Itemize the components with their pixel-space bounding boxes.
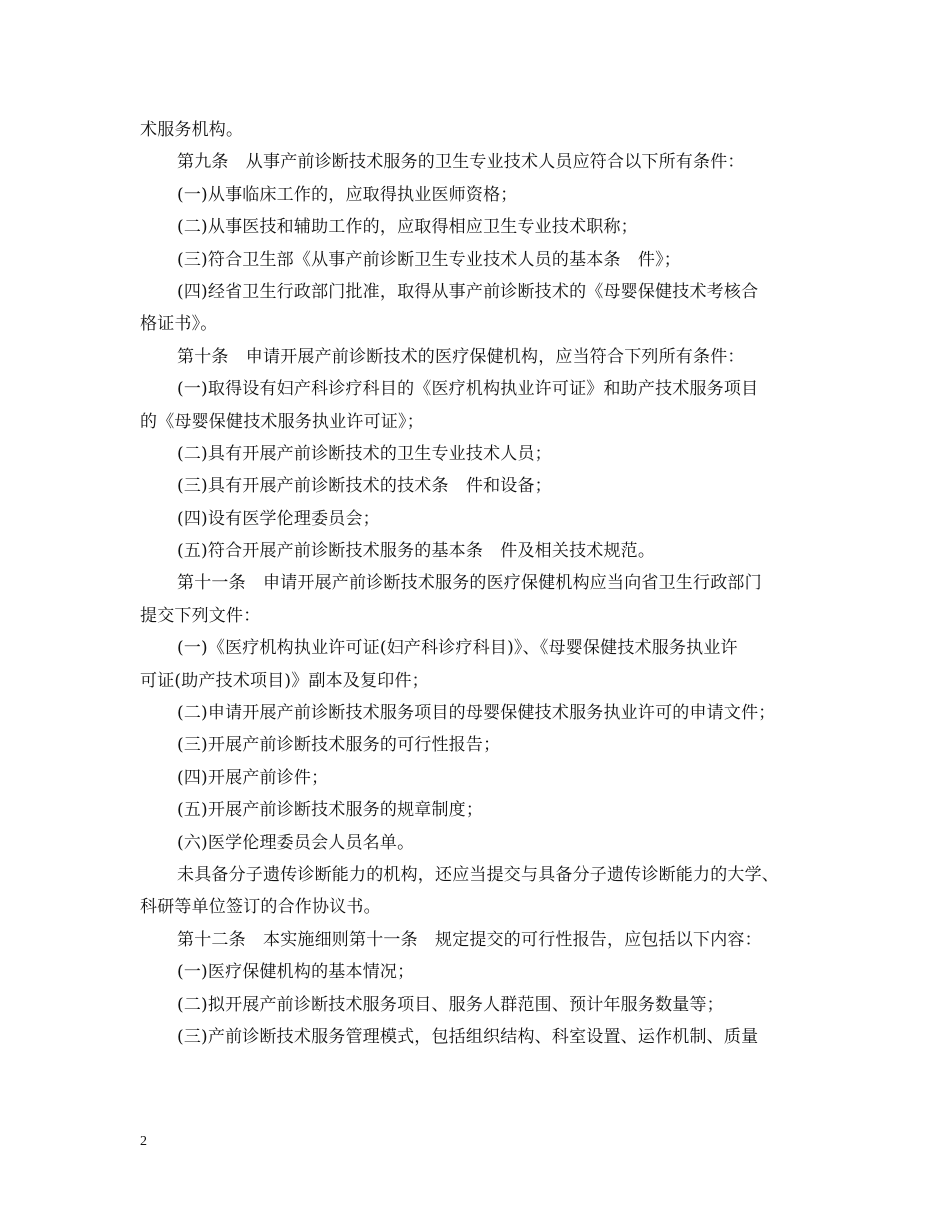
text-line: (三)符合卫生部《从事产前诊断卫生专业技术人员的基本条 件》； bbox=[177, 249, 681, 270]
text-line: (三)开展产前诊断技术服务的可行性报告； bbox=[177, 735, 501, 756]
text-line: 的《母婴保健技术服务执业许可证》； bbox=[140, 411, 424, 432]
text-line: (二)拟开展产前诊断技术服务项目、服务人群范围、预计年服务数量等； bbox=[177, 994, 724, 1015]
text-line: (二)具有开展产前诊断技术的卫生专业技术人员； bbox=[177, 443, 552, 464]
text-line: (五)符合开展产前诊断技术服务的基本条 件及相关技术规范。 bbox=[177, 541, 656, 562]
text-line: 第十二条 本实施细则第十一条 规定提交的可行性报告，应包括以下内容： bbox=[177, 929, 762, 950]
text-line: 可证(助产技术项目)》副本及复印件； bbox=[140, 670, 429, 691]
text-line: 术服务机构。 bbox=[140, 120, 244, 140]
text-line: (二)申请开展产前诊断技术服务项目的母婴保健技术服务执业许可的申请文件； bbox=[177, 703, 776, 724]
text-line: (五)开展产前诊断技术服务的规章制度； bbox=[177, 800, 484, 821]
text-line: (一)取得设有妇产科诊疗科目的《医疗机构执业许可证》和助产技术服务项目 bbox=[177, 379, 759, 400]
document-body bbox=[140, 114, 820, 1053]
text-line: (三)产前诊断技术服务管理模式，包括组织结构、科室设置、运作机制、质量 bbox=[177, 1026, 759, 1047]
text-line: (四)开展产前诊件； bbox=[177, 767, 329, 788]
text-line: 提交下列文件： bbox=[140, 605, 261, 626]
text-line: 第十条 申请开展产前诊断技术的医疗保健机构，应当符合下列所有条件： bbox=[177, 346, 745, 367]
text-line: (四)经省卫生行政部门批准，取得从事产前诊断技术的《母婴保健技术考核合 bbox=[177, 281, 759, 302]
text-line: (一)从事临床工作的，应取得执业医师资格； bbox=[177, 184, 518, 205]
text-line: (六)医学伦理委员会人员名单。 bbox=[177, 832, 415, 853]
text-line: 格证书》。 bbox=[140, 314, 218, 335]
text-line: (四)设有医学伦理委员会； bbox=[177, 508, 380, 529]
page-number: 2 bbox=[140, 1134, 147, 1149]
text-line: (二)从事医技和辅助工作的，应取得相应卫生专业技术职称； bbox=[177, 217, 638, 238]
text-line: (一)医疗保健机构的基本情况； bbox=[177, 962, 415, 983]
text-line: 未具备分子遗传诊断能力的机构，还应当提交与具备分子遗传诊断能力的大学、 bbox=[177, 864, 779, 885]
text-line: 第九条 从事产前诊断技术服务的卫生专业技术人员应符合以下所有条件： bbox=[177, 152, 745, 173]
text-line: 科研等单位签订的合作协议书。 bbox=[140, 897, 381, 918]
text-line: 第十一条 申请开展产前诊断技术服务的医疗保健机构应当向省卫生行政部门 bbox=[177, 573, 762, 594]
text-line: (三)具有开展产前诊断技术的技术条 件和设备； bbox=[177, 476, 552, 497]
text-line: (一)《医疗机构执业许可证(妇产科诊疗科目)》、《母婴保健技术服务执业许 bbox=[177, 638, 738, 659]
